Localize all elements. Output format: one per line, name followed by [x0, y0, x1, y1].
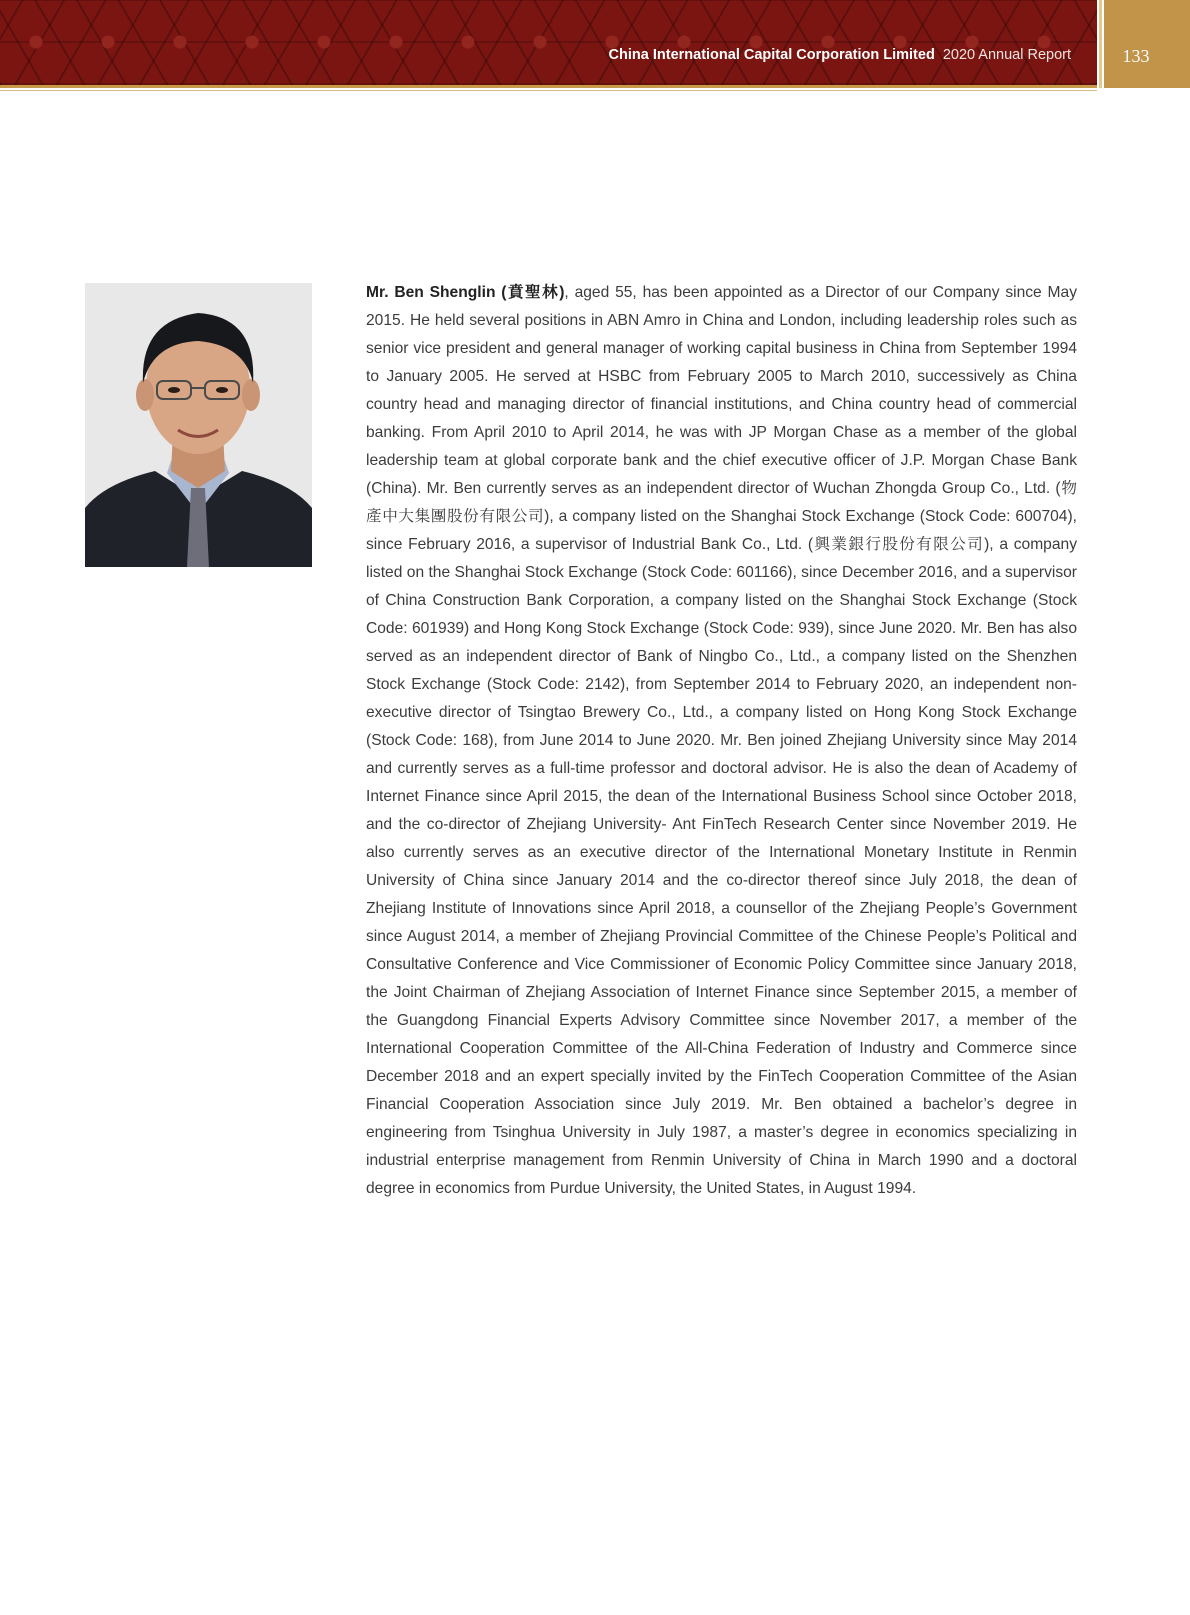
page-number: 133 — [1122, 46, 1150, 66]
biography-text: , aged 55, has been appointed as a Director of our Company since May 2015. He held several positions in ABN Amro in China and London, including leadership roles such as senior vice president and general manager of working capital business in China from September 1994 to January 2005. He served at HSBC from February 2005 to March 2010, successively as China country head and managing director of financial institutions, and China country head of commercial banking. From April 2010 to April 2014, he was with JP Morgan Chase as a member of the global leadership team at global corporate bank and the chief executive officer of J.P. Morgan Chase Bank (China). Mr. Ben currently serves as an independent director of Wuchan Zhongda Group Co., Ltd. (物產中大集團股份有限公司), a company listed on the Shanghai Stock Exchange (Stock Code: 600704), since February 2016, a supervisor of Industrial Bank Co., Ltd. (興業銀行股份有限公司), a company listed on the Shanghai Stock Exchange (Stock Code: 601166), since December 2016, and a supervisor of China Construction Bank Corporation, a company listed on the Shanghai Stock Exchange (Stock Code: 601939) and Hong Kong Stock Exchange (Stock Code: 939), since June 2020. Mr. Ben has also served as an independent director of Bank of Ningbo Co., Ltd., a company listed on the Shenzhen Stock Exchange (Stock Code: 2142), from September 2014 to February 2020, an independent non-executive director of Tsingtao Brewery Co., Ltd., a company listed on Hong Kong Stock Exchange (Stock Code: 168), from June 2014 to June 2020. Mr. Ben joined Zhejiang University since May 2014 and currently serves as a full-time professor and doctoral advisor. He is also the dean of Academy of Internet Finance since April 2015, the dean of the International Business School since October 2018, and the co-director of Zhejiang University- Ant FinTech Research Center since November 2019. He also currently serves as an executive director of the International Monetary Institute in Renmin University of China since January 2014 and the co-director thereof since July 2018, the dean of Zhejiang Institute of Innovations since April 2018, a counsellor of the Zhejiang People’s Government since August 2014, a member of Zhejiang Provincial Committee of the Chinese People’s Political and Consultative Conference and Vice Commissioner of Economic Policy Committee since January 2018, the Joint Chairman of Zhejiang Association of Internet Finance since September 2015, a member of the Guangdong Financial Experts Advisory Committee since November 2017, a member of the International Cooperation Committee of the All-China Federation of Industry and Commerce since December 2018 and an expert specially invited by the FinTech Cooperation Committee of the Asian Financial Cooperation Association since July 2019. Mr. Ben obtained a bachelor’s degree in engineering from Tsinghua University in July 1987, a master’s degree in economics specializing in industrial enterprise management from Renmin University of China in March 1990 and a doctoral degree in economics from Purdue University, the United States, in August 1994. — [366, 284, 1077, 1197]
page-tab-edge — [1099, 0, 1102, 88]
header-banner — [0, 0, 1097, 85]
header-title — [609, 47, 1071, 63]
report-name: 2020 Annual Report — [942, 47, 1071, 63]
company-name: China International Capital Corporation Limited — [608, 47, 935, 63]
director-name: Mr. Ben Shenglin (賁聖林) — [366, 284, 565, 301]
header-gold-rule — [0, 85, 1097, 88]
header-thin-rule — [0, 90, 1097, 91]
portrait-icon — [85, 283, 312, 567]
page-number-tab — [1104, 0, 1190, 88]
director-biography — [366, 279, 1077, 1203]
portrait-photo — [85, 283, 312, 567]
